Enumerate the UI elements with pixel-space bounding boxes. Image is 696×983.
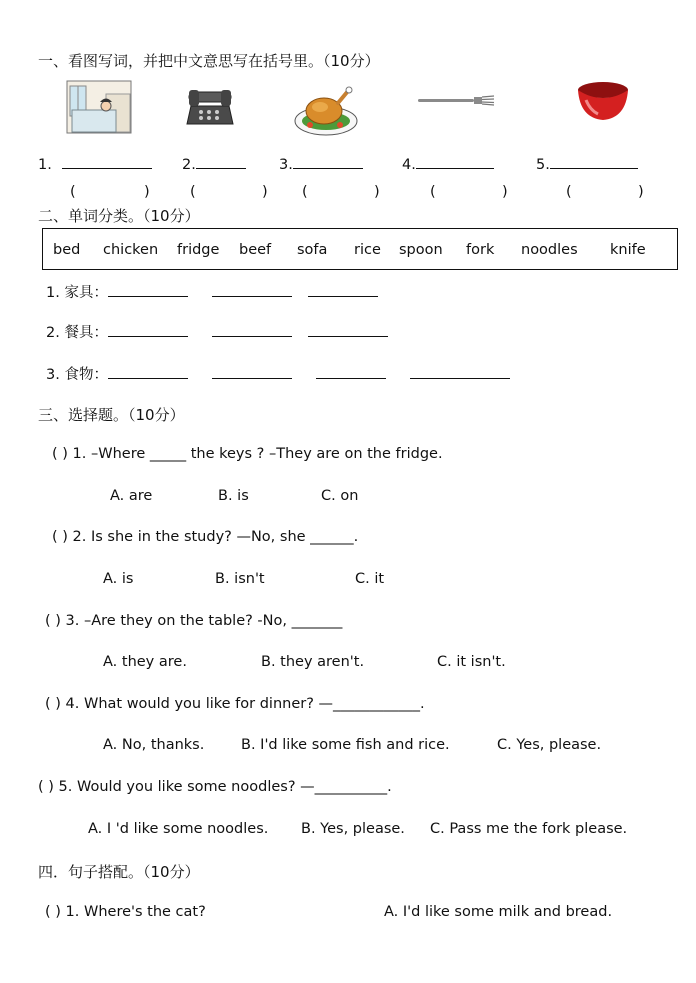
section-2-title: 二、单词分类。（10分） [38, 207, 200, 225]
answer-blank[interactable] [550, 154, 638, 169]
word-blank-1[interactable] [38, 154, 152, 173]
roast-chicken-icon [294, 85, 358, 137]
word-bank-item: bed [53, 242, 81, 258]
item-number: 5. [536, 157, 550, 173]
close-paren: ) [638, 184, 644, 200]
answer-blank[interactable] [410, 364, 510, 379]
item-number: 4. [402, 157, 416, 173]
answer-blank[interactable] [416, 154, 494, 169]
q5-option-c: C. Pass me the fork please. [430, 821, 628, 837]
word-blank-2[interactable] [182, 154, 246, 173]
category-label: 1. 家具： [46, 285, 108, 301]
open-paren: ( [430, 184, 436, 200]
question-stem: 2. Is she in the study? —No, she ______. [72, 529, 359, 545]
question-4 [45, 696, 425, 712]
answer-blank[interactable] [108, 282, 188, 297]
question-3 [45, 613, 342, 629]
q1-option-b: B. is [218, 488, 249, 504]
matching-left: 1. Where's the cat? [65, 904, 206, 920]
word-bank-item: sofa [297, 242, 328, 258]
word-bank-item: spoon [399, 242, 443, 258]
close-paren: ) [262, 184, 268, 200]
q1-option-c: C. on [321, 488, 359, 504]
question-stem: 1. –Where _____ the keys ? –They are on the fridge. [72, 446, 443, 462]
category-label: 2. 餐具： [46, 325, 108, 341]
answer-blank[interactable] [108, 364, 188, 379]
open-paren: ( [70, 184, 76, 200]
section-1-title: 一、看图写词，并把中文意思写在括号里。（10分） [38, 52, 380, 70]
q2-option-a: A. is [103, 571, 134, 587]
q4-option-c: C. Yes, please. [497, 737, 602, 753]
q5-option-a: A. I 'd like some noodles. [88, 821, 269, 837]
answer-blank[interactable] [196, 154, 246, 169]
word-blank-3[interactable] [279, 154, 363, 173]
q4-option-b: B. I'd like some fish and rice. [241, 737, 450, 753]
answer-blank[interactable] [293, 154, 363, 169]
item-number: 2. [182, 157, 196, 173]
answer-blank[interactable] [212, 282, 292, 297]
answer-blank[interactable] [62, 154, 152, 169]
open-paren: ( [302, 184, 308, 200]
answer-paren[interactable]: ( ) [45, 613, 61, 629]
question-stem: 3. –Are they on the table? -No, _______ [65, 613, 343, 629]
category-tableware[interactable] [46, 321, 388, 342]
q5-option-b: B. Yes, please. [301, 821, 405, 837]
word-bank-item: beef [239, 242, 272, 258]
q1-option-a: A. are [110, 488, 153, 504]
word-bank-item: fork [466, 242, 495, 258]
question-1 [52, 446, 443, 462]
answer-blank[interactable] [108, 322, 188, 337]
word-bank-item: rice [354, 242, 381, 258]
section-3-title: 三、选择题。（10分） [38, 406, 185, 424]
telephone-icon [185, 86, 235, 128]
word-bank-item: chicken [103, 242, 159, 258]
question-stem: 5. Would you like some noodles? —__________. [58, 779, 392, 795]
close-paren: ) [374, 184, 380, 200]
matching-right-a: A. I'd like some milk and bread. [384, 904, 613, 920]
answer-blank[interactable] [308, 282, 378, 297]
answer-paren[interactable]: ( ) [52, 529, 68, 545]
word-blank-4[interactable] [402, 154, 494, 173]
word-bank-box [42, 228, 678, 270]
word-bank-item: fridge [177, 242, 220, 258]
fork-icon [416, 93, 496, 109]
q3-option-c: C. it isn't. [437, 654, 506, 670]
item-number: 1. [38, 157, 52, 173]
question-2 [52, 529, 358, 545]
q3-option-b: B. they aren't. [261, 654, 365, 670]
q3-option-a: A. they are. [103, 654, 187, 670]
q4-option-a: A. No, thanks. [103, 737, 205, 753]
word-bank-item: knife [610, 242, 646, 258]
word-bank-item: noodles [521, 242, 578, 258]
bowl-icon [576, 80, 630, 122]
answer-blank[interactable] [212, 322, 292, 337]
answer-paren[interactable]: ( ) [38, 779, 54, 795]
q2-option-c: C. it [355, 571, 385, 587]
word-blank-5[interactable] [536, 154, 638, 173]
answer-blank[interactable] [308, 322, 388, 337]
section-4-title: 四．句子搭配。（10分） [38, 863, 200, 881]
close-paren: ) [502, 184, 508, 200]
question-stem: 4. What would you like for dinner? —____________. [65, 696, 425, 712]
answer-paren[interactable]: ( ) [45, 904, 61, 920]
close-paren: ) [144, 184, 150, 200]
question-5 [38, 779, 392, 795]
answer-paren[interactable]: ( ) [52, 446, 68, 462]
q2-option-b: B. isn't [215, 571, 265, 587]
open-paren: ( [190, 184, 196, 200]
matching-item-1 [45, 904, 206, 920]
open-paren: ( [566, 184, 572, 200]
bed-scene-icon [66, 80, 132, 134]
item-number: 3. [279, 157, 293, 173]
answer-blank[interactable] [212, 364, 292, 379]
answer-blank[interactable] [316, 364, 386, 379]
answer-paren[interactable]: ( ) [45, 696, 61, 712]
category-furniture[interactable] [46, 281, 378, 302]
category-label: 3. 食物： [46, 367, 108, 383]
category-food[interactable] [46, 363, 510, 384]
